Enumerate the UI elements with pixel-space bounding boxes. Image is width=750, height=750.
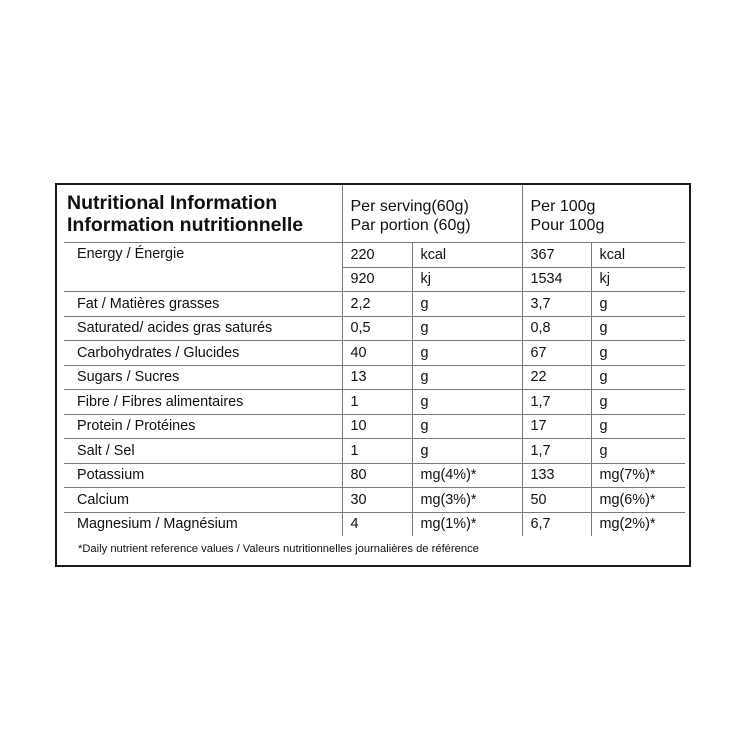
serving-value: 1	[342, 390, 412, 415]
title-english: Nutritional Information	[67, 191, 278, 214]
per100-unit: g	[591, 439, 685, 464]
per100-value: 17	[522, 414, 591, 439]
nutrient-label: Carbohydrates / Glucides	[64, 341, 342, 366]
nutrient-label: Magnesium / Magnésium	[64, 512, 342, 536]
table-row-energy-kcal	[64, 243, 685, 268]
per100-unit: g	[591, 390, 685, 415]
per100-unit: g	[591, 341, 685, 366]
per100-unit: g	[591, 365, 685, 390]
nutrient-label: Fibre / Fibres alimentaires	[64, 390, 342, 415]
table-row	[64, 439, 685, 464]
nutrient-label: Sugars / Sucres	[64, 365, 342, 390]
per100-unit: g	[591, 414, 685, 439]
energy-kcal-unit-100: kcal	[591, 243, 685, 268]
per100-value: 22	[522, 365, 591, 390]
per-serving-french: Par portion (60g)	[350, 216, 471, 234]
per100-value: 50	[522, 488, 591, 513]
nutrient-label: Fat / Matières grasses	[64, 292, 342, 317]
per-100g-header	[522, 185, 685, 243]
serving-unit: mg(3%)*	[412, 488, 522, 513]
table-row	[64, 292, 685, 317]
nutrition-facts-panel	[55, 183, 691, 567]
title-french: Information nutritionnelle	[67, 213, 304, 236]
footnote: *Daily nutrient reference values / Valeurs nutritionnelles journalières de référence	[78, 543, 479, 555]
per-100g-english: Per 100g	[530, 197, 596, 215]
per100-value: 3,7	[522, 292, 591, 317]
serving-value: 40	[342, 341, 412, 366]
table-row	[64, 390, 685, 415]
energy-kcal-unit: kcal	[412, 243, 522, 268]
per-serving-english: Per serving(60g)	[350, 197, 469, 215]
per100-value: 6,7	[522, 512, 591, 536]
serving-value: 0,5	[342, 316, 412, 341]
nutrient-label: Saturated/ acides gras saturés	[64, 316, 342, 341]
energy-kcal-per100: 367	[522, 243, 591, 268]
per100-unit: mg(6%)*	[591, 488, 685, 513]
serving-value: 4	[342, 512, 412, 536]
serving-unit: mg(4%)*	[412, 463, 522, 488]
per100-unit: mg(7%)*	[591, 463, 685, 488]
per100-value: 1,7	[522, 390, 591, 415]
nutrient-label: Protein / Protéines	[64, 414, 342, 439]
per100-value: 0,8	[522, 316, 591, 341]
serving-unit: g	[412, 439, 522, 464]
serving-value: 30	[342, 488, 412, 513]
energy-label: Energy / Énergie	[64, 243, 342, 292]
serving-unit: g	[412, 390, 522, 415]
serving-unit: g	[412, 316, 522, 341]
serving-unit: g	[412, 414, 522, 439]
serving-value: 10	[342, 414, 412, 439]
energy-kj-unit-100: kj	[591, 267, 685, 292]
per100-value: 1,7	[522, 439, 591, 464]
per100-value: 133	[522, 463, 591, 488]
per100-unit: g	[591, 292, 685, 317]
nutrient-label: Salt / Sel	[64, 439, 342, 464]
serving-unit: g	[412, 292, 522, 317]
serving-unit: g	[412, 365, 522, 390]
table-row	[64, 341, 685, 366]
per100-unit: mg(2%)*	[591, 512, 685, 536]
nutrition-table	[64, 185, 685, 536]
energy-kj-per100: 1534	[522, 267, 591, 292]
table-row	[64, 463, 685, 488]
energy-kj-unit: kj	[412, 267, 522, 292]
table-title	[64, 185, 342, 243]
per-serving-header	[342, 185, 522, 243]
nutrient-label: Potassium	[64, 463, 342, 488]
serving-value: 80	[342, 463, 412, 488]
table-row	[64, 316, 685, 341]
per100-unit: g	[591, 316, 685, 341]
serving-unit: mg(1%)*	[412, 512, 522, 536]
per100-value: 67	[522, 341, 591, 366]
serving-value: 13	[342, 365, 412, 390]
table-row	[64, 365, 685, 390]
per-100g-french: Pour 100g	[530, 216, 605, 234]
table-header-row	[64, 185, 685, 243]
table-row	[64, 414, 685, 439]
nutrient-label: Calcium	[64, 488, 342, 513]
serving-unit: g	[412, 341, 522, 366]
serving-value: 2,2	[342, 292, 412, 317]
table-row	[64, 488, 685, 513]
energy-kcal-serving: 220	[342, 243, 412, 268]
serving-value: 1	[342, 439, 412, 464]
table-row	[64, 512, 685, 536]
energy-kj-serving: 920	[342, 267, 412, 292]
